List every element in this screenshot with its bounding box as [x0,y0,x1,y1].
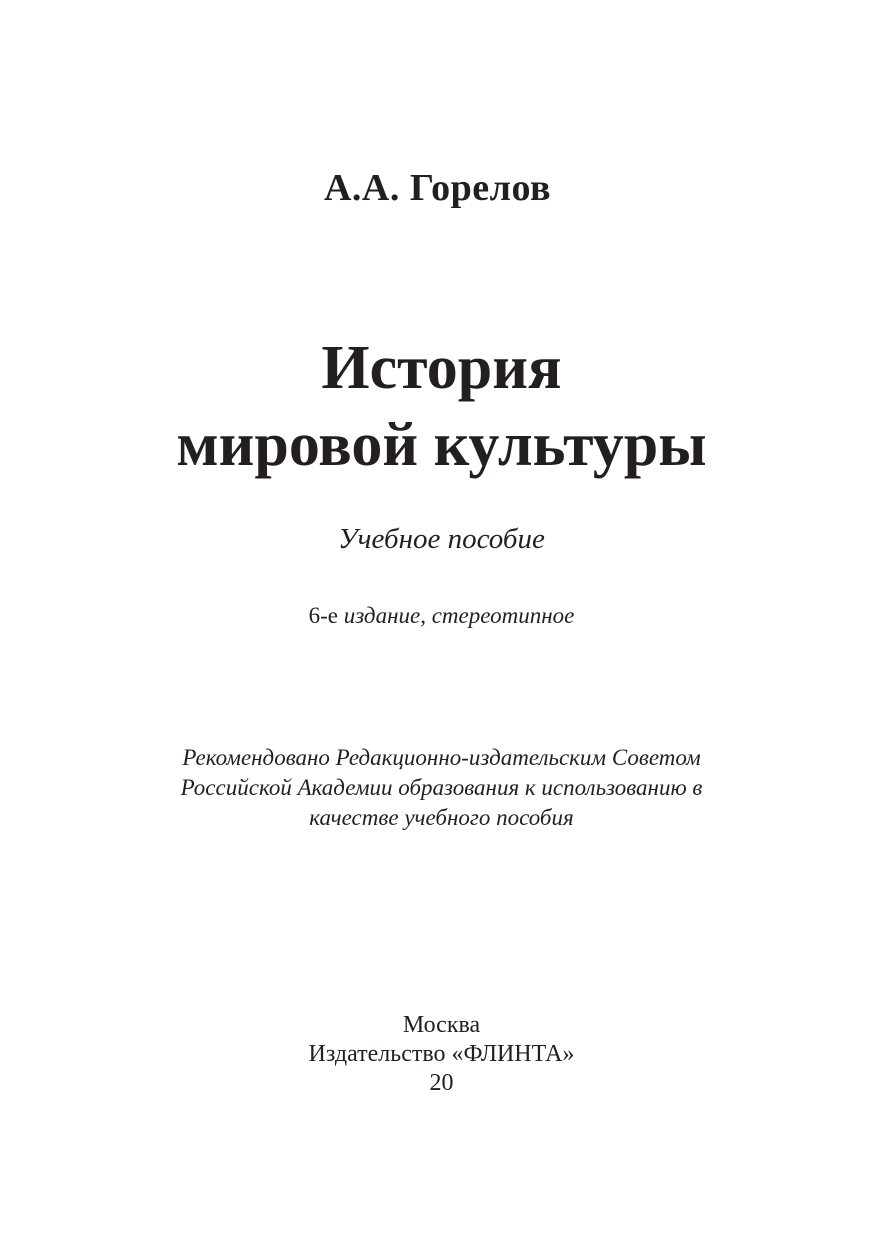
edition-text: издание, стереотипное [338,603,575,628]
imprint-block [4,1011,875,1098]
author-name: А.А. Горелов [323,167,552,209]
book-subtitle: Учебное пособие [338,523,545,555]
book-title-line-2: мировой культуры [176,411,707,479]
recommendation-line-1: Рекомендовано Редакционно-издательским Советом [182,745,701,770]
imprint-year: 20 [429,1070,454,1096]
book-title-line-1: История [321,334,562,402]
imprint-publisher: Издательство «ФЛИНТА» [308,1041,575,1067]
edition-info [4,603,875,629]
recommendation-line-2: Российской Академии образования к использованию в [180,775,703,800]
imprint-city: Москва [402,1012,481,1038]
recommendation-line-3: качестве учебного пособия [309,805,574,830]
recommendation-block [4,743,875,833]
edition-number: 6-е [308,603,339,628]
